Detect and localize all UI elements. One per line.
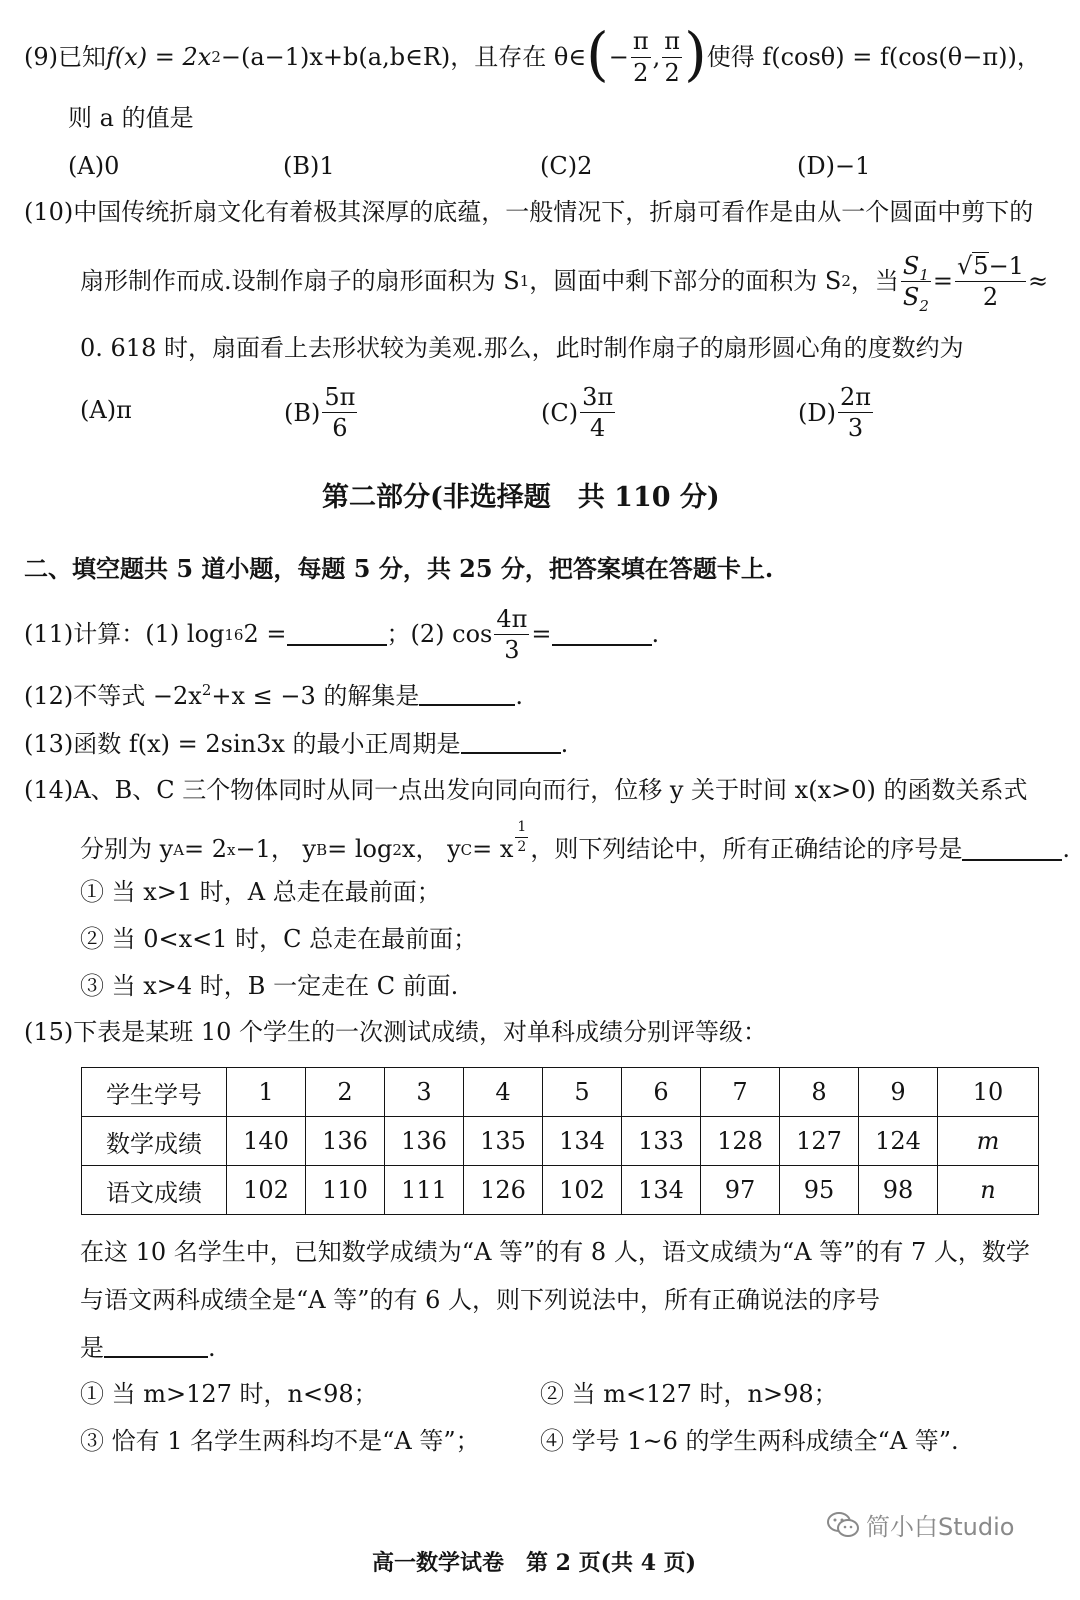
q13-number: (13) — [24, 730, 74, 758]
option-label: (C) — [541, 398, 579, 427]
q15-text: 下表是某班 10 个学生的一次测试成绩，对单科成绩分别评等级： — [73, 1018, 768, 1046]
frac-den: 3 — [847, 414, 864, 443]
frac-sub: 1 — [919, 265, 929, 284]
q11-equals: = — [531, 620, 552, 649]
q9-right-paren: ) — [684, 20, 707, 88]
q15-item-3: ③ 恰有 1 名学生两科均不是“A 等”； — [80, 1427, 480, 1455]
answer-blank[interactable] — [461, 732, 561, 754]
option-frac — [322, 384, 357, 442]
option-value: 2 — [577, 152, 593, 180]
answer-blank[interactable] — [419, 684, 515, 706]
q10-ratio-frac — [901, 251, 931, 315]
answer-blank[interactable] — [962, 839, 1062, 861]
option-value: 0 — [104, 152, 120, 180]
table-cell: 135 — [464, 1117, 543, 1166]
q14-line1 — [24, 776, 1027, 805]
q14-text: = 2 — [184, 835, 228, 864]
q9-option-c — [540, 152, 592, 180]
table-cell: 134 — [543, 1117, 622, 1166]
q10-line2: 扇形制作而成.设制作扇子的扇形面积为 S 1 ，圆面中剩下部分的面积为 S 2 ，当 $\frac{S_1}{S_2}$ = $\frac{√5-1}{2}$ ≈ — [80, 251, 1049, 315]
table-cell: 98 — [859, 1166, 938, 1215]
q14-text: ，则下列结论中，所有正确结论的序号是 — [530, 835, 963, 864]
table-cell: 3 — [385, 1068, 464, 1117]
page-footer: 高一数学试卷 第 2 页(共 4 页) — [372, 1550, 697, 1576]
section2-header: 二、填空题共 5 道小题，每题 5 分，共 25 分，把答案填在答题卡上. — [24, 554, 774, 583]
table-cell: 97 — [701, 1166, 780, 1215]
frac-sub: 2 — [919, 296, 929, 315]
table-row — [82, 1068, 1039, 1117]
half-exponent — [515, 820, 528, 856]
q10-equals: = — [932, 266, 953, 295]
table-row — [82, 1166, 1039, 1215]
q9-option-d — [797, 152, 870, 180]
table-cell: 2 — [306, 1068, 385, 1117]
q10-option-b — [284, 384, 359, 442]
q10-text: ，圆面中剩下部分的面积为 S — [529, 266, 842, 295]
q9-option-b — [283, 152, 335, 180]
q15-item-4: ④ 学号 1~6 的学生两科成绩全“A 等”. — [540, 1427, 959, 1455]
q13-line — [24, 730, 568, 759]
watermark — [826, 1507, 1014, 1542]
table-cell: 1 — [227, 1068, 306, 1117]
option-label: (C) — [540, 152, 578, 180]
q14-text: A、B、C 三个物体同时从同一点出发向同向而行，位移 y 关于时间 x(x>0) 的函数关系式 — [73, 776, 1028, 804]
option-label: (D) — [797, 152, 835, 180]
scores-table — [81, 1067, 1039, 1215]
option-label: (A) — [80, 396, 117, 424]
q9-number: (9) — [24, 42, 58, 71]
q11-frac — [494, 606, 529, 664]
q11-period: . — [651, 620, 660, 649]
option-frac — [580, 384, 615, 442]
q10-line3: 0. 618 时，扇面看上去形状较为美观.那么，此时制作扇子的扇形圆心角的度数约为 — [80, 334, 964, 362]
q12-text: 不等式 −2x — [73, 682, 202, 710]
sqrt-radicand: 5 — [973, 252, 989, 280]
q9-text: 使得 f(cosθ) = f(cos(θ−π))， — [706, 42, 1041, 71]
table-cell: 102 — [543, 1166, 622, 1215]
table-cell: 126 — [464, 1166, 543, 1215]
q10-text: ，当 — [850, 266, 899, 295]
table-header-cell: 数学成绩 — [82, 1117, 227, 1166]
option-frac — [838, 384, 873, 442]
q11-number: (11) — [24, 620, 74, 649]
q14-period: . — [1062, 835, 1070, 864]
answer-blank[interactable] — [104, 1336, 208, 1358]
q15-item-2: ② 当 m<127 时，n>98； — [540, 1380, 838, 1408]
table-row — [82, 1117, 1039, 1166]
q15-item-1: ① 当 m>127 时，n<98； — [80, 1380, 378, 1408]
q14-text: = x — [472, 835, 514, 864]
frac-den: 2 — [517, 839, 527, 856]
minus-one: −1 — [988, 252, 1024, 280]
q9-frac-right: $\frac{\pi}{2}$ — [664, 27, 681, 87]
table-cell: 140 — [227, 1117, 306, 1166]
table-cell: 133 — [622, 1117, 701, 1166]
table-cell: 6 — [622, 1068, 701, 1117]
q15-text: 是 — [80, 1334, 104, 1362]
table-cell: 128 — [701, 1117, 780, 1166]
q14-text: = log — [327, 835, 393, 864]
q15-number: (15) — [24, 1018, 74, 1046]
q14-line2: 分别为 y A = 2 x −1， y B = log 2 x， y C = x $\frac{1}{2}$ ，则下列结论中，所有正确结论的序号是 . — [80, 819, 1070, 864]
q14-text: x， y — [401, 835, 461, 864]
q10-number: (10) — [24, 198, 74, 226]
q15-para-3 — [80, 1334, 216, 1363]
q9-option-a — [68, 152, 119, 180]
q9-frac-left: $\frac{\pi}{2}$ — [632, 27, 649, 87]
option-label: (B) — [283, 152, 320, 180]
q9-text: 已知 — [58, 42, 106, 71]
table-cell: 10 — [938, 1068, 1039, 1117]
q13-text: 函数 f(x) = 2sin3x 的最小正周期是 — [73, 730, 461, 758]
q10-option-c — [541, 384, 617, 442]
table-cell: 124 — [859, 1117, 938, 1166]
q10-text: 扇形制作而成.设制作扇子的扇形面积为 S — [80, 266, 520, 295]
q9-line2: 则 a 的值是 — [68, 104, 194, 132]
table-cell: 9 — [859, 1068, 938, 1117]
q9-function: f(x) = 2x — [106, 42, 212, 71]
table-cell: 134 — [622, 1166, 701, 1215]
frac-num: 1 — [515, 820, 528, 838]
sqrt-sign: √ — [956, 252, 973, 280]
frac-s: S — [902, 251, 920, 280]
q12-line — [24, 682, 523, 711]
frac-num: 2π — [838, 384, 873, 413]
q10-option-a — [80, 396, 132, 424]
q15-para-2: 与语文两科成绩全是“A 等”的有 6 人，则下列说法中，所有正确说法的序号 — [80, 1286, 881, 1314]
table-cell: 127 — [780, 1117, 859, 1166]
table-cell: m — [938, 1117, 1039, 1166]
frac-num: 4π — [494, 606, 529, 635]
q9-left-paren: ( — [586, 20, 609, 88]
table-cell: 95 — [780, 1166, 859, 1215]
q12-number: (12) — [24, 682, 74, 710]
frac-den: 4 — [589, 414, 606, 443]
q10-text: 中国传统折扇文化有着极其深厚的底蕴，一般情况下，折扇可看作是由从一个圆面中剪下的 — [73, 198, 1034, 226]
q10-option-d — [798, 384, 875, 442]
q9-text: −(a−1)x+b(a,b∈R)，且存在 θ∈ — [220, 42, 587, 71]
q14-item-3: ③ 当 x>4 时，B 一定走在 C 前面. — [80, 972, 459, 1000]
frac-den: 6 — [332, 414, 348, 443]
option-label: (D) — [798, 398, 836, 427]
answer-blank[interactable] — [552, 624, 652, 646]
part2-title: 第二部分(非选择题 共 110 分) — [322, 482, 720, 513]
table-cell: 102 — [227, 1166, 306, 1215]
q12-text: +x ≤ −3 的解集是 — [211, 682, 420, 710]
q9-line1: (9) 已知 f(x) = 2x 2 −(a−1)x+b(a,b∈R)，且存在 θ∈ ( − $\frac{\pi}{2}$ , $\frac{\pi}{2}$ ) 使得 f(cosθ) = f(cos(θ−π))， — [24, 20, 1041, 88]
table-cell: 4 — [464, 1068, 543, 1117]
q11-text: 计算：(1) log — [73, 620, 225, 649]
q15-para-1: 在这 10 名学生中，已知数学成绩为“A 等”的有 8 人，语文成绩为“A 等”的有 7 人，数学 — [80, 1238, 1030, 1266]
option-label: (A) — [68, 152, 105, 180]
q12-exponent: 2 — [201, 681, 212, 699]
q14-text: −1， y — [235, 835, 317, 864]
option-label: (B) — [284, 398, 321, 427]
table-cell: 110 — [306, 1166, 385, 1215]
table-cell: n — [938, 1166, 1039, 1215]
watermark-text: 简小白Studio — [866, 1513, 1015, 1541]
table-cell: 111 — [385, 1166, 464, 1215]
table-header-cell: 学生学号 — [82, 1068, 227, 1117]
q9-comma: , — [652, 42, 661, 71]
q12-period: . — [515, 682, 524, 710]
option-value: π — [116, 396, 132, 424]
table-cell: 8 — [780, 1068, 859, 1117]
q11-text: ；(2) cos — [386, 620, 493, 649]
table-cell: 136 — [306, 1117, 385, 1166]
table-header-cell: 语文成绩 — [82, 1166, 227, 1215]
table-cell: 136 — [385, 1117, 464, 1166]
q14-item-2: ② 当 0<x<1 时，C 总走在最前面； — [80, 925, 478, 953]
q15-intro — [24, 1018, 767, 1047]
q9-neg-sign: − — [608, 42, 629, 71]
q10-line1 — [24, 198, 1033, 227]
q13-period: . — [560, 730, 569, 758]
q11-line: (11) 计算：(1) log 16 2 = ；(2) cos $\frac{4\pi}{3}$ = . — [24, 605, 660, 665]
answer-blank[interactable] — [287, 624, 387, 646]
frac-den: 2 — [982, 283, 999, 312]
option-value: 1 — [319, 152, 335, 180]
frac-num: 5π — [322, 384, 357, 413]
q11-text: 2 = — [243, 620, 287, 649]
q14-item-1: ① 当 x>1 时，A 总走在最前面； — [80, 878, 441, 906]
q10-approx: ≈ — [1027, 266, 1049, 295]
q14-text: 分别为 y — [80, 835, 174, 864]
frac-s: S — [902, 282, 920, 311]
frac-den: 3 — [504, 636, 520, 665]
wechat-icon — [826, 1511, 860, 1539]
table-cell: 5 — [543, 1068, 622, 1117]
q14-number: (14) — [24, 776, 74, 804]
frac-num: 3π — [580, 384, 615, 413]
q10-golden-frac — [955, 252, 1026, 311]
table-cell: 7 — [701, 1068, 780, 1117]
q15-period: . — [208, 1334, 216, 1362]
option-value: −1 — [834, 152, 871, 180]
